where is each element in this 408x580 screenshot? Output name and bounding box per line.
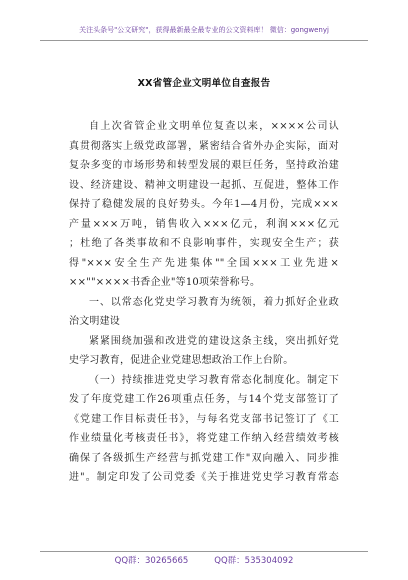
document-title: XX省管企业文明单位自查报告 [137, 78, 271, 89]
footer-qq-group-2: QQ群：535304092 [214, 556, 294, 566]
paragraph-line: ；杜绝了各类事故和不良影响事件，实现安全生产；获 [69, 238, 339, 249]
section-heading-line: 治文明建设 [69, 316, 120, 327]
paragraph-line: 得"×××安全生产先进集体""全国×××工业先进× [69, 257, 339, 269]
paragraph-line: （一）持续推进党史学习教育常态化制度化。制定下 [89, 374, 339, 386]
paragraph-line: 确保了各级抓生产经营与抓党建工作"双向融入、同步推 [69, 452, 339, 464]
footer-qq-group-1: QQ群：30265665 [114, 556, 189, 566]
header-divider [40, 40, 368, 41]
paragraph-line: 设、经济建设、精神文明建设一起抓、互促进，整体工作 [69, 179, 339, 191]
paragraph-line: 自上次省管企业文明单位复查以来，××××公司认 [89, 121, 339, 132]
paragraph-line: ××""××××书香企业"等10项荣誉称号。 [69, 277, 261, 288]
page-header [0, 0, 408, 42]
paragraph-line: 《党建工作目标责任书》，与每名党支部书记签订了《工 [69, 413, 339, 425]
header-notice: 关注头条号"公文研究"，获得最新最全最专业的公文资料库！ 微信：gongwenyj [79, 26, 329, 34]
footer-divider [40, 551, 368, 552]
paragraph-line: 发了年度党建工作26项重点任务，与14个党支部签订了 [69, 394, 339, 405]
paragraph-line: 真贯彻落实上级党政部署，紧密结合省外办企实际，面对 [69, 140, 339, 152]
section-heading-line: 一、以常态化党史学习教育为统领，着力抓好企业政 [89, 296, 339, 308]
paragraph-line: 紧紧围绕加强和改进党的建设这条主线，突出抓好党 [89, 335, 339, 347]
paragraph-line: 复杂多变的市场形势和转型发展的艰巨任务，坚持政治建 [69, 160, 339, 171]
paragraph-line: 史学习教育，促进企业党建思想政治工作上台阶。 [69, 355, 294, 366]
paragraph-line: 产量×××万吨，销售收入×××亿元，利润×××亿元 [69, 218, 339, 230]
paragraph-line: 进"。制定印发了公司党委《关于推进党史学习教育常态 [69, 472, 339, 483]
paragraph-line: 保持了稳健发展的良好势头。今年1—4月份，完成××× [69, 199, 339, 210]
page-footer [0, 556, 408, 566]
document-body [69, 117, 339, 488]
paragraph-line: 作业绩量化考核责任书》，将党建工作纳入经营绩效考核 [69, 433, 339, 444]
